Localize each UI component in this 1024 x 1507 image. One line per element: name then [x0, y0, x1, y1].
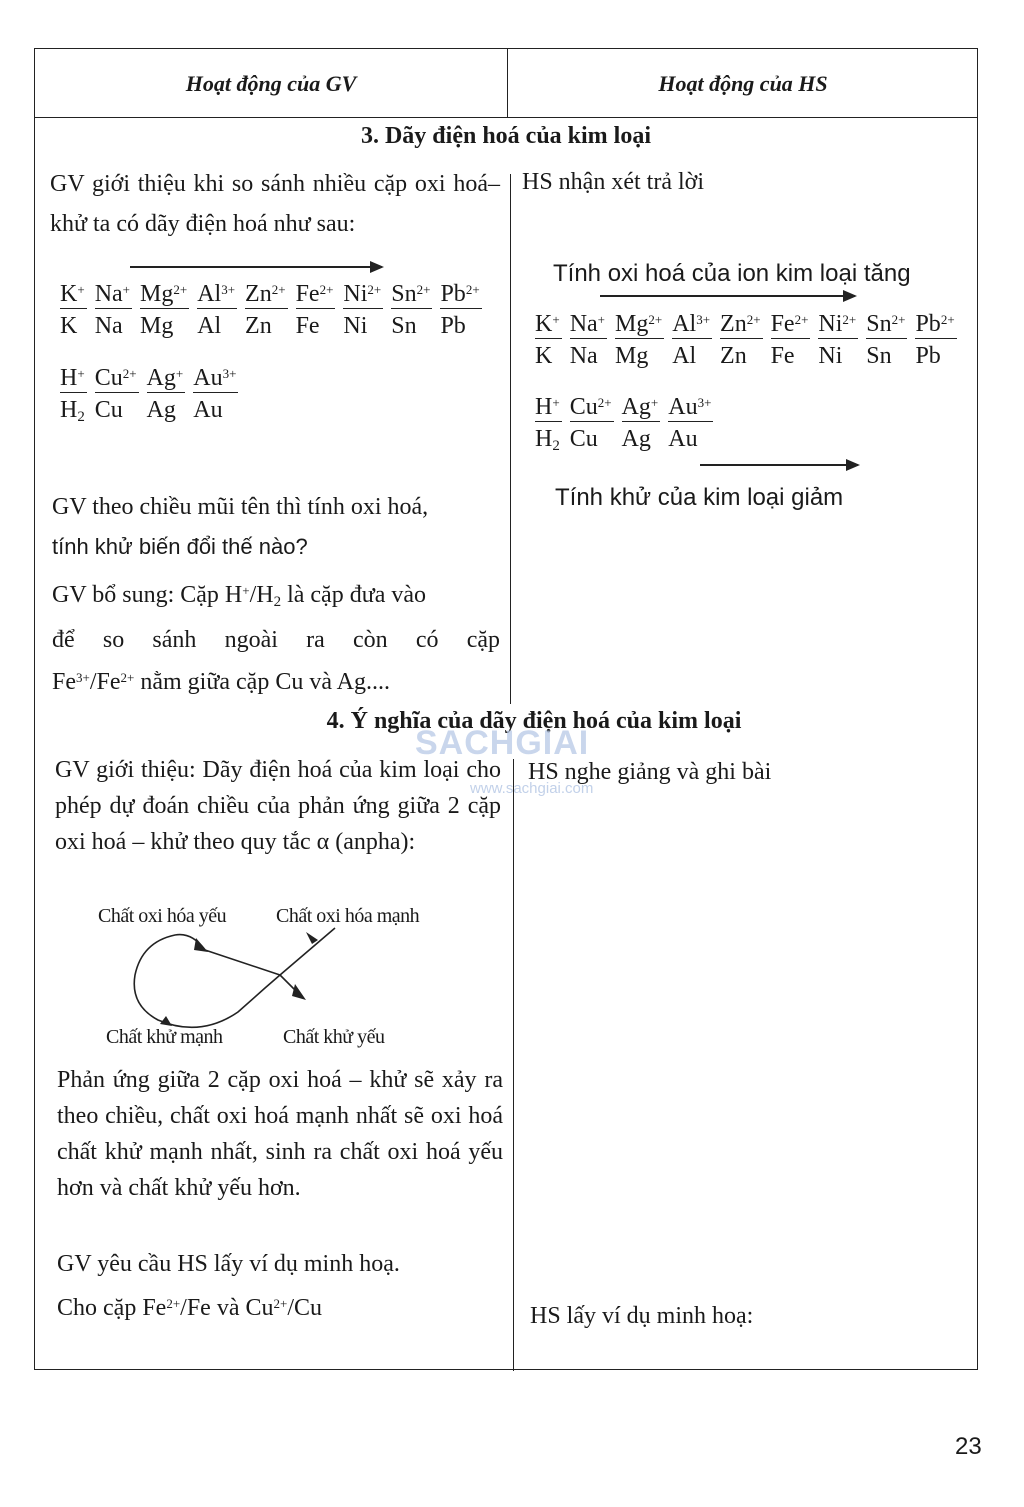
section-3-title: 3. Dãy điện hoá của kim loại: [360, 123, 652, 149]
reduced-form: Sn: [866, 343, 892, 369]
redox-pair: [147, 364, 186, 430]
oxidized-form: Na+: [94, 281, 131, 307]
redox-pair: [193, 364, 238, 430]
redox-pair: [95, 280, 132, 343]
redox-pair: [95, 364, 139, 430]
gv-supplement-line1: GV bổ sung: Cặp $H^+/H_2$ là cặp đưa vào: [52, 582, 427, 610]
reduced-form: Na: [569, 343, 598, 369]
redox-pair: [296, 280, 336, 343]
column-divider-section4: [513, 759, 514, 1371]
alpha-rule-curve: [120, 920, 360, 1030]
reduced-form: Fe: [295, 313, 320, 339]
reduced-form: Sn: [391, 313, 417, 339]
reduced-form: Ni: [818, 343, 843, 369]
reduced-form: Al: [672, 343, 697, 369]
gv-ask: GV yêu cầu HS lấy ví dụ minh hoạ.: [57, 1251, 400, 1277]
oxidized-form: $Ni^{2+}$: [818, 311, 857, 337]
column-divider-section3: [510, 174, 511, 704]
reduced-form: Cu: [94, 397, 123, 423]
reduced-form: $H_2$: [535, 426, 560, 454]
page-number: 23: [955, 1433, 982, 1460]
oxidized-form: $Zn^{2+}$: [245, 281, 286, 307]
reduced-form: Fe: [770, 343, 795, 369]
reduced-form: Na: [94, 313, 123, 339]
redox-pair: [60, 364, 87, 430]
redox-pair: [615, 310, 664, 373]
hs-electrochemical-series-row1: [535, 310, 965, 373]
oxidized-form: $Cu^{2+}$: [94, 365, 137, 391]
header-gv: Hoạt động của GV: [185, 71, 357, 96]
redox-pair: [570, 310, 607, 373]
redox-pair: [720, 310, 763, 373]
section-4-title: 4. Ý nghĩa của dãy điện hoá của kim loại: [326, 708, 742, 734]
hs-reducing-arrow: [700, 464, 858, 466]
oxidized-form: $Au^{3+}$: [668, 394, 712, 420]
oxidized-form: $Mg^{2+}$: [140, 281, 188, 307]
redox-pair: [535, 310, 562, 373]
oxidized-form: H+: [535, 394, 560, 420]
redox-pair: [440, 280, 481, 343]
reduced-form: Mg: [140, 313, 174, 339]
hs-example: HS lấy ví dụ minh hoạ:: [530, 1303, 754, 1329]
oxidized-form: Na+: [569, 311, 606, 337]
oxidized-form: $Al^{3+}$: [197, 281, 236, 307]
redox-pair: [391, 280, 432, 343]
hs-listen: HS nghe giảng và ghi bài: [528, 759, 772, 785]
reduced-form: Au: [668, 426, 698, 452]
gv-supplement-line3: $Fe^{3+}/Fe^{2+}$ nằm giữa cặp Cu và Ag....: [52, 669, 390, 695]
redox-pair: [818, 310, 858, 373]
oxidized-form: $Al^{3+}$: [672, 311, 711, 337]
reduced-form: Al: [197, 313, 222, 339]
header-divider: [35, 117, 977, 118]
reduced-form: Au: [193, 397, 223, 423]
redox-pair: [245, 280, 288, 343]
reduced-form: Cu: [569, 426, 598, 452]
reduced-form: Pb: [440, 313, 466, 339]
redox-pair: [60, 280, 87, 343]
header-hs: Hoạt động của HS: [658, 71, 828, 96]
hs-reducing-label: Tính khử của kim loại giảm: [555, 484, 844, 511]
redox-pair: [866, 310, 907, 373]
gv-reaction-rule: Phản ứng giữa 2 cặp oxi hoá – khử sẽ xảy ra theo chiều, chất oxi hoá mạnh nhất sẽ oxi hoá chất khử mạnh nhất, sinh ra chất oxi hoá yếu hơn và chất khử yếu hơn.: [57, 1067, 503, 1201]
redox-pair: [343, 280, 383, 343]
redox-pair: [140, 280, 189, 343]
oxidized-form: $Fe^{2+}$: [770, 311, 809, 337]
watermark-logo: SACHGIAI: [415, 724, 590, 762]
reduced-form: Mg: [615, 343, 649, 369]
hs-oxidizing-arrow: [600, 295, 855, 297]
oxidized-form: $Au^{3+}$: [193, 365, 237, 391]
diagram-weak-reducer: Chất khử yếu: [283, 1026, 385, 1048]
oxidized-form: $Sn^{2+}$: [866, 311, 906, 337]
redox-pair: [668, 393, 713, 459]
hs-oxidizing-label: Tính oxi hoá của ion kim loại tăng: [553, 260, 911, 287]
reduced-form: Pb: [915, 343, 941, 369]
redox-pair: [622, 393, 661, 459]
gv-pair-example: Cho cặp $Fe^{2+}/Fe$ và $Cu^{2+}/Cu$: [57, 1295, 323, 1321]
oxidized-form: Ag+: [621, 394, 659, 420]
reduced-form: K: [535, 343, 553, 369]
oxidized-form: $Pb^{2+}$: [440, 281, 480, 307]
reduced-form: $H_2$: [60, 397, 85, 425]
oxidized-form: $Zn^{2+}$: [720, 311, 761, 337]
gv-electrochemical-series-row1: [60, 280, 490, 343]
redox-pair: [672, 310, 712, 373]
redox-pair: [535, 393, 562, 459]
gv-question-line2: tính khử biến đổi thế nào?: [52, 534, 308, 559]
oxidized-form: K+: [535, 311, 560, 337]
oxidized-form: $Cu^{2+}$: [569, 394, 612, 420]
redox-pair: [197, 280, 237, 343]
reduced-form: Ag: [146, 397, 176, 423]
hs-reply: HS nhận xét trả lời: [522, 169, 704, 195]
oxidized-form: $Sn^{2+}$: [391, 281, 431, 307]
oxidized-form: K+: [60, 281, 85, 307]
hs-electrochemical-series-row2: [535, 393, 721, 459]
watermark-url: www.sachgiai.com: [470, 780, 594, 797]
gv-electrochemical-series-row2: [60, 364, 246, 430]
gv-question: [52, 487, 502, 567]
gv-supplement: [52, 574, 500, 703]
reduced-form: Zn: [720, 343, 747, 369]
gv-series-arrow: [130, 266, 382, 268]
gv-question-line1: GV theo chiều mũi tên thì tính oxi hoá,: [52, 494, 429, 520]
reduced-form: K: [60, 313, 78, 339]
oxidized-form: $Mg^{2+}$: [615, 311, 663, 337]
diagram-strong-oxidizer: Chất oxi hóa mạnh: [276, 905, 420, 927]
redox-pair: [915, 310, 956, 373]
redox-pair: [570, 393, 614, 459]
diagram-strong-reducer: Chất khử mạnh: [106, 1026, 223, 1048]
reduced-form: Zn: [245, 313, 272, 339]
oxidized-form: $Pb^{2+}$: [915, 311, 955, 337]
gv-intro-section4: GV giới thiệu: Dãy điện hoá của kim loại cho phép dự đoán chiều của phản ứng giữa 2 cặp oxi hoá – khử theo quy tắc α (anpha):: [55, 757, 501, 855]
redox-pair: [771, 310, 811, 373]
diagram-weak-oxidizer: Chất oxi hóa yếu: [98, 905, 227, 927]
oxidized-form: H+: [60, 365, 85, 391]
gv-supplement-line2: để so sánh ngoài ra còn có cặp: [52, 627, 500, 653]
oxidized-form: $Ni^{2+}$: [343, 281, 382, 307]
reduced-form: Ag: [621, 426, 651, 452]
gv-intro-section3: GV giới thiệu khi so sánh nhiều cặp oxi hoá–khử ta có dãy điện hoá như sau:: [50, 171, 500, 237]
header-column-divider: [507, 49, 508, 117]
oxidized-form: $Fe^{2+}$: [295, 281, 334, 307]
reduced-form: Ni: [343, 313, 368, 339]
oxidized-form: Ag+: [146, 365, 184, 391]
